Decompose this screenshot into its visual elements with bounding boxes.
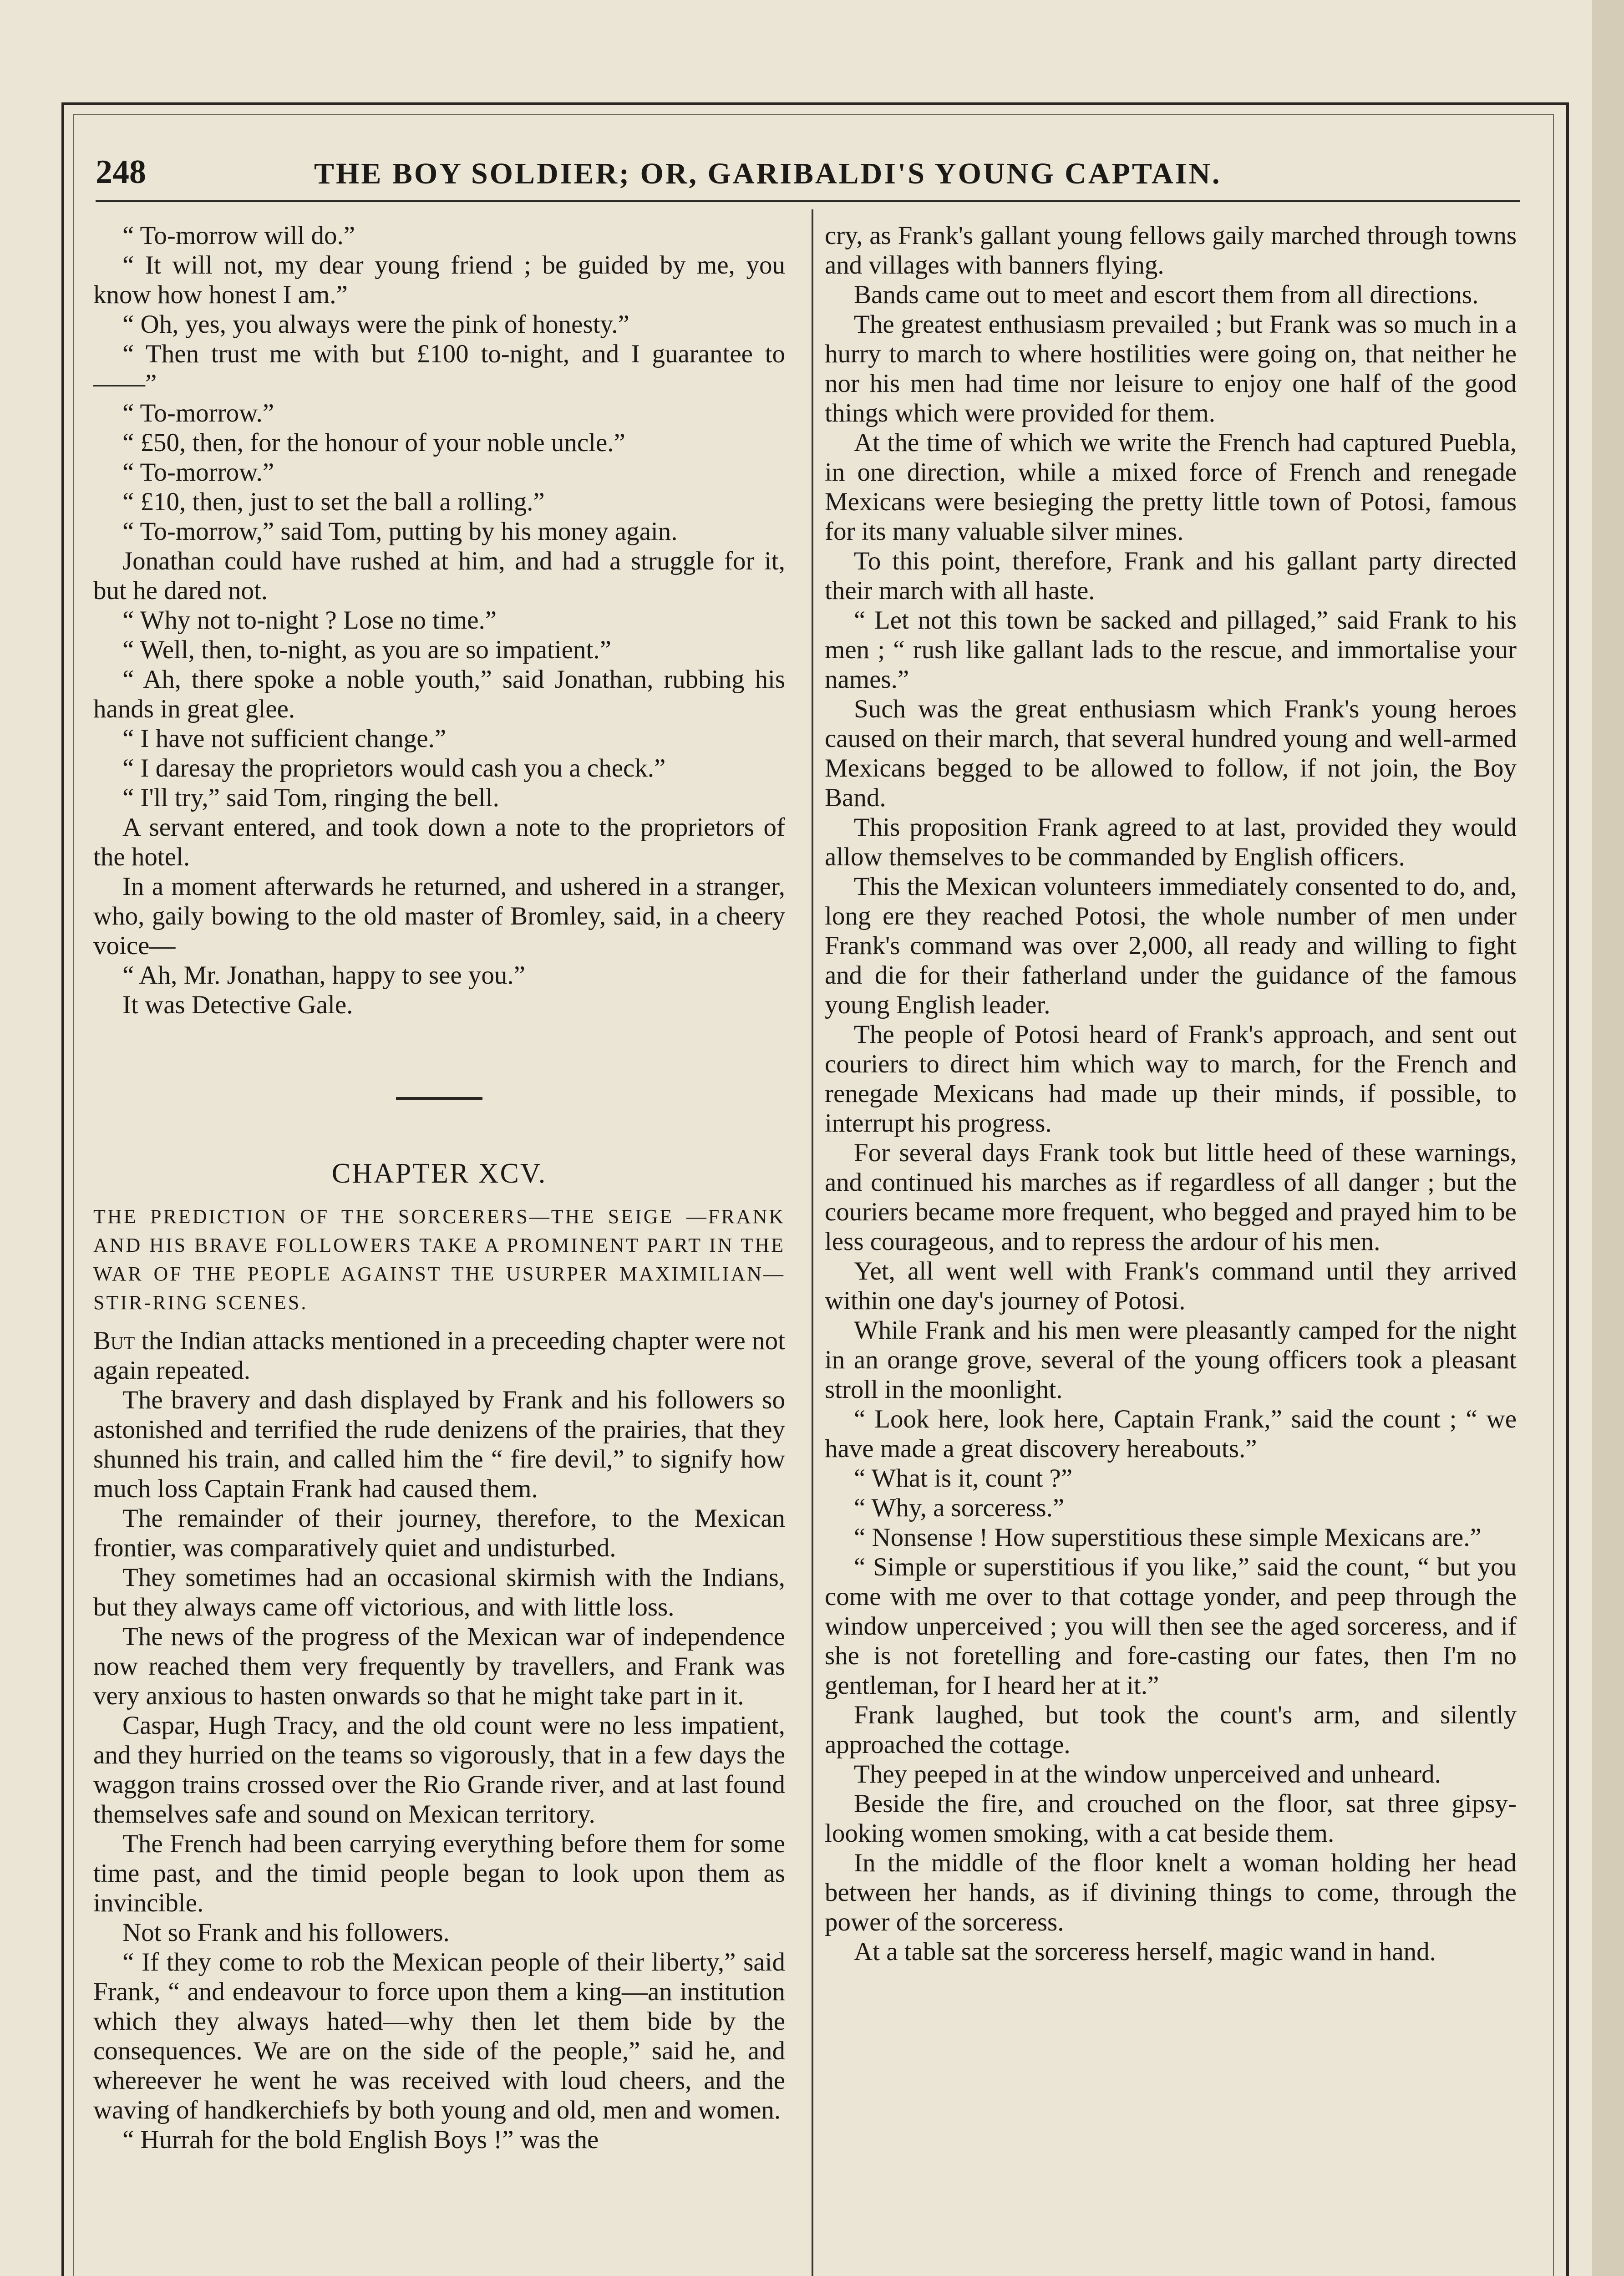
paragraph: “ Why not to-night ? Lose no time.”: [122, 606, 497, 635]
paragraph: “ Look here, look here, Captain Frank,” said the count ; “ we have made a great discovery hereabouts.”: [825, 1405, 1517, 1463]
chapter-heading: CHAPTER XCV.: [331, 1158, 547, 1189]
paragraph: In a moment afterwards he returned, and ushered in a stranger, who, gaily bowing to the old master of Bromley, said, in a cheery voice—: [93, 872, 785, 960]
paragraph: Beside the fire, and crouched on the floor, sat three gipsy-looking women smoking, with a cat beside them.: [825, 1789, 1517, 1848]
column-divider: [812, 209, 813, 2276]
chapter-opening-paragraph: [93, 1326, 785, 1385]
paragraph: The news of the progress of the Mexican war of independence now reached them very frequently by travellers, and Frank was very anxious to hasten onwards so that he might take part in it.: [93, 1622, 785, 1710]
paragraph: “ Why, a sorceress.”: [854, 1494, 1065, 1522]
paragraph: “ What is it, count ?”: [854, 1464, 1073, 1493]
paragraph: For several days Frank took but little heed of these warnings, and continued his marches as if regardless of all danger ; but the couriers became more frequent, who begged and prayed him to be less courageous, and to repress the ardour of his men.: [825, 1138, 1517, 1256]
paragraph: The bravery and dash displayed by Frank and his followers so astonished and terrified the rude denizens of the prairies, that they shunned his train, and called him the “ fire devil,” to signify how much loss Captain Frank had caused them.: [93, 1386, 785, 1503]
paragraph: “ I'll try,” said Tom, ringing the bell.: [122, 783, 499, 812]
paragraph: A servant entered, and took down a note to the proprietors of the hotel.: [93, 813, 785, 871]
paragraph: “ If they come to rob the Mexican people of their liberty,” said Frank, “ and endeavour to force upon them a king—an institution which they always hated—why then let them bide by the consequences. We are on the side of the people,” said he, and whereever he went he was received with loud cheers, and the waving of handkerchiefs by both young and old, men and women.: [93, 1948, 785, 2124]
paragraph: The French had been carrying everything before them for some time past, and the timid people began to look upon them as invincible.: [93, 1829, 785, 1917]
paragraph: “ Ah, there spoke a noble youth,” said Jonathan, rubbing his hands in great glee.: [93, 665, 785, 723]
opening-text: the Indian attacks mentioned in a preceeding chapter were not again repeated.: [93, 1326, 785, 1385]
book-spine-shadow: [1592, 0, 1624, 2276]
left-paragraphs-after-chapter: [93, 1385, 785, 2154]
paragraph: It was Detective Gale.: [122, 991, 353, 1019]
running-head: THE BOY SOLDIER; OR, GARIBALDI'S YOUNG CAPTAIN.: [314, 157, 1222, 190]
paragraph: “ To-morrow,” said Tom, putting by his money again.: [122, 517, 678, 546]
paragraph: Bands came out to meet and escort them from all directions.: [854, 280, 1479, 309]
paragraph: Caspar, Hugh Tracy, and the old count were no less impatient, and they hurried on the teams so vigorously, that in a few days the waggon trains crossed over the Rio Grande river, and at last found themselves safe and sound on Mexican territory.: [93, 1711, 785, 1829]
paragraph: “ Simple or superstitious if you like,” said the count, “ but you come with me over to that cottage yonder, and peep through the window unperceived ; you will then see the aged sorceress, and if she is not foretelling and fore-casting our fates, then I'm no gentleman, for I heard her at it.”: [825, 1553, 1517, 1700]
paragraph: “ Nonsense ! How superstitious these simple Mexicans are.”: [854, 1523, 1482, 1552]
paragraph: The people of Potosi heard of Frank's approach, and sent out couriers to direct him which way to march, for the French and renegade Mexicans had made up their minds, if possible, to interrupt his progress.: [825, 1020, 1517, 1138]
paragraph: “ To-morrow.”: [122, 399, 274, 427]
paragraph: “ Hurrah for the bold English Boys !” was the: [122, 2125, 599, 2154]
paragraph: At a table sat the sorceress herself, magic wand in hand.: [854, 1937, 1436, 1966]
paragraph: They peeped in at the window unperceived and unheard.: [854, 1760, 1441, 1788]
paragraph: To this point, therefore, Frank and his gallant party directed their march with all haste.: [825, 547, 1517, 605]
paragraph: This proposition Frank agreed to at last, provided they would allow themselves to be commanded by English officers.: [825, 813, 1517, 871]
drop-word: But: [93, 1326, 135, 1355]
paragraph: Such was the great enthusiasm which Frank's young heroes caused on their march, that several hundred young and well-armed Mexicans begged to be allowed to follow, if not join, the Boy Band.: [825, 695, 1517, 812]
chapter-subtitle: THE PREDICTION OF THE SORCERERS—THE SEIGE —FRANK AND HIS BRAVE FOLLOWERS TAKE A PROMINENT PART IN THE WAR OF THE PEOPLE AGAINST THE USURPER MAXIMILIAN—STIR-RING SCENES.: [93, 1205, 785, 1314]
paragraph: At the time of which we write the French had captured Puebla, in one direction, while a mixed force of French and renegade Mexicans were besieging the pretty little town of Potosi, famous for its many valuable silver mines.: [825, 428, 1517, 546]
right-paragraphs: [825, 280, 1517, 1966]
paragraph: “ Then trust me with but £100 to-night, and I guarantee to——”: [93, 340, 785, 398]
paragraph: “ £10, then, just to set the ball a rolling.”: [122, 488, 545, 516]
right-column: [825, 221, 1517, 1966]
paragraph: “ £50, then, for the honour of your noble uncle.”: [122, 428, 625, 457]
left-paragraphs-before-chapter: [93, 221, 785, 1020]
paragraph: “ Oh, yes, you always were the pink of honesty.”: [122, 310, 629, 339]
paragraph: Yet, all went well with Frank's command until they arrived within one day's journey of Potosi.: [825, 1257, 1517, 1315]
paragraph: “ I daresay the proprietors would cash you a check.”: [122, 754, 666, 782]
paragraph: In the middle of the floor knelt a woman holding her head between her hands, as if divining things to come, through the power of the sorceress.: [825, 1849, 1517, 1936]
continued-line: cry, as Frank's gallant young fellows gaily marched through towns and villages with banners flying.: [825, 221, 1517, 279]
paragraph: The remainder of their journey, therefore, to the Mexican frontier, was comparatively quiet and undisturbed.: [93, 1504, 785, 1562]
paragraph: This the Mexican volunteers immediately consented to do, and, long ere they reached Potosi, the whole number of men under Frank's command was over 2,000, all ready and willing to fight and die for their fatherland under the guidance of the famous young English leader.: [825, 872, 1517, 1019]
left-column: [93, 221, 785, 2154]
page-header: [96, 150, 1520, 202]
paragraph: While Frank and his men were pleasantly camped for the night in an orange grove, several of the young officers took a pleasant stroll in the moonlight.: [825, 1316, 1517, 1404]
paragraph: “ I have not sufficient change.”: [122, 724, 447, 753]
paragraph: “ Let not this town be sacked and pillaged,” said Frank to his men ; “ rush like gallant lads to the rescue, and immortalise your names.”: [825, 606, 1517, 694]
paragraph: “ To-morrow.”: [122, 458, 274, 487]
section-break-rule: [396, 1097, 482, 1100]
paragraph: Jonathan could have rushed at him, and had a struggle for it, but he dared not.: [93, 547, 785, 605]
paragraph: “ To-morrow will do.”: [122, 221, 355, 250]
paragraph: “ It will not, my dear young friend ; be guided by me, you know how honest I am.”: [93, 251, 785, 309]
paragraph: The greatest enthusiasm prevailed ; but Frank was so much in a hurry to march to where hostilities were going on, that neither he nor his men had time nor leisure to enjoy one half of the good things which were provided for them.: [825, 310, 1517, 427]
paragraph: They sometimes had an occasional skirmish with the Indians, but they always came off victorious, and with little loss.: [93, 1563, 785, 1621]
paragraph: “ Well, then, to-night, as you are so impatient.”: [122, 635, 611, 664]
paragraph: Frank laughed, but took the count's arm, and silently approached the cottage.: [825, 1701, 1517, 1759]
page-number: 248: [96, 153, 146, 191]
paragraph: “ Ah, Mr. Jonathan, happy to see you.”: [122, 961, 525, 990]
paragraph: Not so Frank and his followers.: [122, 1918, 450, 1947]
